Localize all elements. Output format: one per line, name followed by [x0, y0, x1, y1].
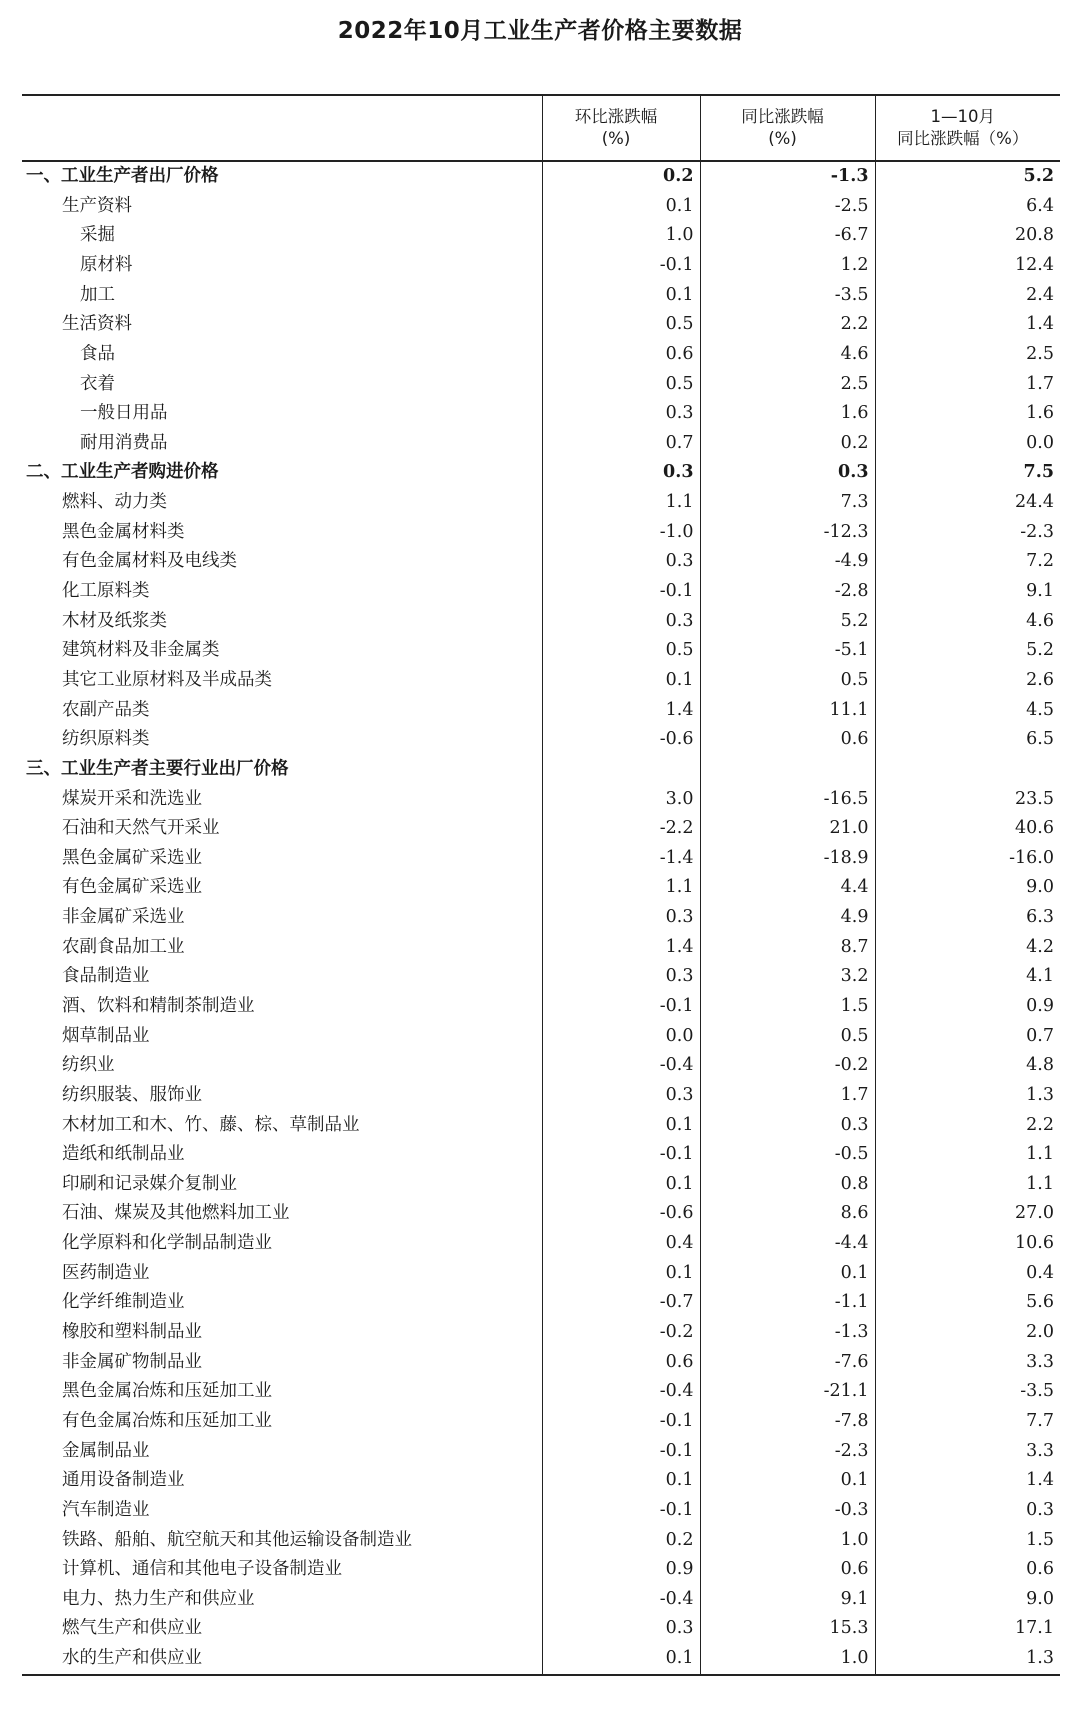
- row-label: 汽车制造业: [62, 1499, 150, 1520]
- yoy-value: -6.7: [700, 221, 875, 251]
- table-row: [22, 1199, 1060, 1229]
- row-label: 农副产品类: [62, 699, 150, 720]
- table-row: [22, 281, 1060, 311]
- mom-value: 3.0: [542, 784, 700, 814]
- yoy-value: -1.3: [700, 161, 875, 192]
- row-label: 电力、热力生产和供应业: [62, 1588, 255, 1609]
- mom-value: -1.0: [542, 518, 700, 548]
- table-header-row: [22, 95, 1060, 161]
- row-label: 煤炭开采和洗选业: [62, 788, 202, 809]
- mom-value: 1.1: [542, 873, 700, 903]
- ytd-value: 0.0: [875, 429, 1060, 459]
- ytd-value: 27.0: [875, 1199, 1060, 1229]
- table-row: [22, 636, 1060, 666]
- table-row: [22, 458, 1060, 488]
- row-label: 造纸和纸制品业: [62, 1144, 185, 1165]
- mom-value: 0.3: [542, 962, 700, 992]
- row-label: 二、工业生产者购进价格: [26, 462, 219, 483]
- ytd-value: 4.5: [875, 696, 1060, 726]
- row-label: 三、工业生产者主要行业出厂价格: [26, 758, 289, 779]
- yoy-value: -3.5: [700, 281, 875, 311]
- row-label: 烟草制品业: [62, 1025, 150, 1046]
- mom-value: 0.3: [542, 547, 700, 577]
- row-label: 有色金属材料及电线类: [62, 551, 237, 572]
- row-label: 采掘: [80, 225, 115, 246]
- table-row: [22, 547, 1060, 577]
- table-row: [22, 1229, 1060, 1259]
- table-row: [22, 696, 1060, 726]
- yoy-value: -1.1: [700, 1288, 875, 1318]
- yoy-value: 0.5: [700, 666, 875, 696]
- yoy-value: [700, 755, 875, 785]
- ytd-value: 1.4: [875, 1466, 1060, 1496]
- yoy-value: 2.5: [700, 369, 875, 399]
- yoy-value: -0.5: [700, 1140, 875, 1170]
- mom-value: 0.3: [542, 607, 700, 637]
- mom-value: 0.6: [542, 340, 700, 370]
- yoy-value: 4.9: [700, 903, 875, 933]
- ytd-value: 1.1: [875, 1140, 1060, 1170]
- column-header-line: 同比涨跌幅: [741, 107, 824, 126]
- price-data-table: [22, 94, 1060, 1676]
- mom-value: 0.5: [542, 636, 700, 666]
- yoy-value: 8.7: [700, 933, 875, 963]
- ytd-value: [875, 755, 1060, 785]
- row-label: 其它工业原材料及半成品类: [62, 669, 272, 690]
- yoy-value: 4.4: [700, 873, 875, 903]
- row-label: 纺织服装、服饰业: [62, 1084, 202, 1105]
- ytd-value: 4.1: [875, 962, 1060, 992]
- ytd-value: 3.3: [875, 1437, 1060, 1467]
- row-label: 燃气生产和供应业: [62, 1618, 202, 1639]
- column-header-mom: [542, 95, 700, 161]
- yoy-value: -4.4: [700, 1229, 875, 1259]
- row-label: 耐用消费品: [80, 432, 168, 453]
- table-row: [22, 607, 1060, 637]
- ytd-value: 5.2: [875, 636, 1060, 666]
- table-row: [22, 666, 1060, 696]
- table-row: [22, 518, 1060, 548]
- mom-value: -0.6: [542, 1199, 700, 1229]
- mom-value: 0.1: [542, 1259, 700, 1289]
- mom-value: -0.4: [542, 1585, 700, 1615]
- mom-value: 0.3: [542, 458, 700, 488]
- ytd-value: 40.6: [875, 814, 1060, 844]
- row-label: 一般日用品: [80, 403, 168, 424]
- mom-value: 1.0: [542, 221, 700, 251]
- yoy-value: 0.2: [700, 429, 875, 459]
- mom-value: -0.1: [542, 992, 700, 1022]
- ytd-value: 1.7: [875, 369, 1060, 399]
- row-label: 水的生产和供应业: [62, 1648, 202, 1669]
- table-row: [22, 1496, 1060, 1526]
- yoy-value: -1.3: [700, 1318, 875, 1348]
- mom-value: -0.1: [542, 1407, 700, 1437]
- mom-value: -0.1: [542, 1437, 700, 1467]
- row-label: 通用设备制造业: [62, 1470, 185, 1491]
- yoy-value: -2.5: [700, 192, 875, 222]
- table-row: [22, 161, 1060, 192]
- mom-value: 0.5: [542, 310, 700, 340]
- row-label: 金属制品业: [62, 1440, 150, 1461]
- ytd-value: 5.6: [875, 1288, 1060, 1318]
- ytd-value: 6.3: [875, 903, 1060, 933]
- yoy-value: 2.2: [700, 310, 875, 340]
- column-header-line: (%): [768, 129, 797, 148]
- yoy-value: 0.1: [700, 1259, 875, 1289]
- mom-value: -0.1: [542, 1140, 700, 1170]
- yoy-value: 8.6: [700, 1199, 875, 1229]
- mom-value: 1.4: [542, 933, 700, 963]
- ytd-value: 0.3: [875, 1496, 1060, 1526]
- mom-value: -0.1: [542, 1496, 700, 1526]
- yoy-value: 0.5: [700, 1022, 875, 1052]
- ytd-value: 17.1: [875, 1614, 1060, 1644]
- ytd-value: 0.9: [875, 992, 1060, 1022]
- yoy-value: 0.3: [700, 458, 875, 488]
- mom-value: 0.1: [542, 192, 700, 222]
- row-label: 化学原料和化学制品制造业: [62, 1233, 272, 1254]
- table-row: [22, 369, 1060, 399]
- yoy-value: 9.1: [700, 1585, 875, 1615]
- ytd-value: 20.8: [875, 221, 1060, 251]
- ytd-value: 3.3: [875, 1348, 1060, 1378]
- yoy-value: -18.9: [700, 844, 875, 874]
- yoy-value: 1.6: [700, 399, 875, 429]
- row-label: 石油、煤炭及其他燃料加工业: [62, 1203, 290, 1224]
- column-header-line: 环比涨跌幅: [574, 107, 658, 126]
- yoy-value: 11.1: [700, 696, 875, 726]
- mom-value: 0.1: [542, 1170, 700, 1200]
- table-row: [22, 1022, 1060, 1052]
- table-row: [22, 962, 1060, 992]
- table-row: [22, 1140, 1060, 1170]
- yoy-value: 4.6: [700, 340, 875, 370]
- table-row: [22, 844, 1060, 874]
- column-header-yoy: [700, 95, 875, 161]
- ytd-value: 1.3: [875, 1081, 1060, 1111]
- column-header-line: 1—10月: [930, 107, 995, 126]
- table-row: [22, 1525, 1060, 1555]
- table-row: [22, 1437, 1060, 1467]
- table-row: [22, 1288, 1060, 1318]
- table-row: [22, 1348, 1060, 1378]
- row-label: 化工原料类: [62, 581, 150, 602]
- mom-value: 0.1: [542, 281, 700, 311]
- row-label: 黑色金属冶炼和压延加工业: [62, 1381, 272, 1402]
- table-row: [22, 340, 1060, 370]
- table-row: [22, 192, 1060, 222]
- mom-value: 0.1: [542, 1466, 700, 1496]
- row-label: 有色金属矿采选业: [62, 877, 202, 898]
- yoy-value: 0.3: [700, 1111, 875, 1141]
- row-label: 生活资料: [62, 314, 132, 335]
- yoy-value: -12.3: [700, 518, 875, 548]
- mom-value: 1.1: [542, 488, 700, 518]
- row-label: 黑色金属矿采选业: [62, 847, 202, 868]
- table-row: [22, 310, 1060, 340]
- mom-value: -0.4: [542, 1051, 700, 1081]
- row-label: 有色金属冶炼和压延加工业: [62, 1410, 272, 1431]
- ytd-value: 9.0: [875, 873, 1060, 903]
- ytd-value: 5.2: [875, 161, 1060, 192]
- yoy-value: -7.6: [700, 1348, 875, 1378]
- row-label: 酒、饮料和精制茶制造业: [62, 996, 255, 1016]
- row-label: 木材及纸浆类: [62, 610, 167, 631]
- mom-value: 0.4: [542, 1229, 700, 1259]
- row-label: 铁路、船舶、航空航天和其他运输设备制造业: [62, 1529, 412, 1550]
- table-body: [22, 161, 1060, 1675]
- table-row: [22, 725, 1060, 755]
- yoy-value: -0.3: [700, 1496, 875, 1526]
- ytd-value: 2.5: [875, 340, 1060, 370]
- mom-value: -0.2: [542, 1318, 700, 1348]
- mom-value: 0.0: [542, 1022, 700, 1052]
- row-label: 木材加工和木、竹、藤、棕、草制品业: [62, 1114, 360, 1135]
- row-label: 加工: [80, 284, 115, 305]
- ytd-value: 2.2: [875, 1111, 1060, 1141]
- yoy-value: -2.8: [700, 577, 875, 607]
- yoy-value: -7.8: [700, 1407, 875, 1437]
- mom-value: 0.2: [542, 161, 700, 192]
- row-label: 计算机、通信和其他电子设备制造业: [62, 1559, 342, 1580]
- yoy-value: 0.6: [700, 1555, 875, 1585]
- mom-value: [542, 755, 700, 785]
- ytd-value: 9.1: [875, 577, 1060, 607]
- table-row: [22, 221, 1060, 251]
- yoy-value: 5.2: [700, 607, 875, 637]
- mom-value: -0.7: [542, 1288, 700, 1318]
- yoy-value: 1.0: [700, 1644, 875, 1675]
- row-label: 建筑材料及非金属类: [62, 640, 220, 661]
- ytd-value: 4.6: [875, 607, 1060, 637]
- row-label: 印刷和记录媒介复制业: [62, 1173, 237, 1194]
- ytd-value: 1.5: [875, 1525, 1060, 1555]
- yoy-value: 21.0: [700, 814, 875, 844]
- table-row: [22, 399, 1060, 429]
- yoy-value: 0.6: [700, 725, 875, 755]
- mom-value: -0.4: [542, 1377, 700, 1407]
- ytd-value: 9.0: [875, 1585, 1060, 1615]
- table-row: [22, 1259, 1060, 1289]
- ytd-value: 0.4: [875, 1259, 1060, 1289]
- ytd-value: 0.6: [875, 1555, 1060, 1585]
- yoy-value: -0.2: [700, 1051, 875, 1081]
- table-row: [22, 903, 1060, 933]
- mom-value: 0.2: [542, 1525, 700, 1555]
- yoy-value: -2.3: [700, 1437, 875, 1467]
- ytd-value: 1.6: [875, 399, 1060, 429]
- ytd-value: 7.7: [875, 1407, 1060, 1437]
- mom-value: 0.5: [542, 369, 700, 399]
- yoy-value: 0.8: [700, 1170, 875, 1200]
- mom-value: -0.6: [542, 725, 700, 755]
- ytd-value: -2.3: [875, 518, 1060, 548]
- ytd-value: -3.5: [875, 1377, 1060, 1407]
- ytd-value: 24.4: [875, 488, 1060, 518]
- table-row: [22, 1585, 1060, 1615]
- yoy-value: -5.1: [700, 636, 875, 666]
- row-label: 医药制造业: [62, 1262, 150, 1283]
- mom-value: -0.1: [542, 251, 700, 281]
- yoy-value: 1.7: [700, 1081, 875, 1111]
- yoy-value: 15.3: [700, 1614, 875, 1644]
- yoy-value: -21.1: [700, 1377, 875, 1407]
- page-title: 2022年10月工业生产者价格主要数据: [337, 18, 743, 44]
- mom-value: -1.4: [542, 844, 700, 874]
- column-header-line: (%): [601, 129, 631, 148]
- table-row: [22, 488, 1060, 518]
- row-label: 石油和天然气开采业: [62, 818, 220, 839]
- yoy-value: 1.5: [700, 992, 875, 1022]
- row-label: 衣着: [80, 373, 115, 394]
- column-header-line: 同比涨跌幅（%）: [897, 129, 1029, 148]
- mom-value: 0.3: [542, 399, 700, 429]
- table-row: [22, 1644, 1060, 1675]
- mom-value: 1.4: [542, 696, 700, 726]
- mom-value: 0.9: [542, 1555, 700, 1585]
- ytd-value: 7.5: [875, 458, 1060, 488]
- ytd-value: 7.2: [875, 547, 1060, 577]
- row-label: 生产资料: [62, 195, 132, 216]
- ytd-value: 0.7: [875, 1022, 1060, 1052]
- row-label: 燃料、动力类: [62, 492, 167, 513]
- table-row: [22, 1111, 1060, 1141]
- row-label: 非金属矿物制品业: [62, 1351, 202, 1372]
- table-row: [22, 1377, 1060, 1407]
- ytd-value: 23.5: [875, 784, 1060, 814]
- ytd-value: -16.0: [875, 844, 1060, 874]
- table-row: [22, 755, 1060, 785]
- mom-value: 0.6: [542, 1348, 700, 1378]
- row-label: 化学纤维制造业: [62, 1292, 185, 1313]
- column-header-ytd: [875, 95, 1060, 161]
- mom-value: 0.1: [542, 1644, 700, 1675]
- yoy-value: -4.9: [700, 547, 875, 577]
- ytd-value: 6.4: [875, 192, 1060, 222]
- table-row: [22, 1081, 1060, 1111]
- mom-value: -0.1: [542, 577, 700, 607]
- ytd-value: 1.4: [875, 310, 1060, 340]
- column-header-item: [22, 95, 542, 161]
- row-label: 黑色金属材料类: [62, 521, 185, 542]
- yoy-value: 1.2: [700, 251, 875, 281]
- row-label: 食品: [80, 343, 115, 364]
- row-label: 非金属矿采选业: [62, 907, 185, 928]
- table-row: [22, 1051, 1060, 1081]
- ytd-value: 2.6: [875, 666, 1060, 696]
- ytd-value: 4.2: [875, 933, 1060, 963]
- mom-value: 0.3: [542, 903, 700, 933]
- table-row: [22, 429, 1060, 459]
- table-row: [22, 873, 1060, 903]
- yoy-value: 0.1: [700, 1466, 875, 1496]
- table-row: [22, 1466, 1060, 1496]
- table-row: [22, 784, 1060, 814]
- yoy-value: -16.5: [700, 784, 875, 814]
- row-label: 一、工业生产者出厂价格: [26, 166, 219, 187]
- mom-value: -2.2: [542, 814, 700, 844]
- table-row: [22, 1407, 1060, 1437]
- mom-value: 0.3: [542, 1081, 700, 1111]
- table-row: [22, 1318, 1060, 1348]
- table-row: [22, 1614, 1060, 1644]
- yoy-value: 1.0: [700, 1525, 875, 1555]
- row-label: 农副食品加工业: [62, 936, 185, 957]
- mom-value: 0.7: [542, 429, 700, 459]
- ytd-value: 6.5: [875, 725, 1060, 755]
- table-row: [22, 251, 1060, 281]
- ytd-value: 12.4: [875, 251, 1060, 281]
- table-row: [22, 1555, 1060, 1585]
- row-label: 纺织业: [62, 1055, 115, 1076]
- ytd-value: 2.4: [875, 281, 1060, 311]
- mom-value: 0.3: [542, 1614, 700, 1644]
- row-label: 食品制造业: [62, 966, 150, 987]
- ytd-value: 1.1: [875, 1170, 1060, 1200]
- ytd-value: 10.6: [875, 1229, 1060, 1259]
- yoy-value: 3.2: [700, 962, 875, 992]
- ytd-value: 4.8: [875, 1051, 1060, 1081]
- table-row: [22, 1170, 1060, 1200]
- row-label: 纺织原料类: [62, 729, 150, 750]
- table-row: [22, 933, 1060, 963]
- mom-value: 0.1: [542, 666, 700, 696]
- table-row: [22, 577, 1060, 607]
- ytd-value: 1.3: [875, 1644, 1060, 1675]
- ytd-value: 2.0: [875, 1318, 1060, 1348]
- row-label: 橡胶和塑料制品业: [62, 1322, 202, 1343]
- mom-value: 0.1: [542, 1111, 700, 1141]
- table-row: [22, 814, 1060, 844]
- yoy-value: 7.3: [700, 488, 875, 518]
- table-row: [22, 992, 1060, 1022]
- row-label: 原材料: [80, 254, 133, 275]
